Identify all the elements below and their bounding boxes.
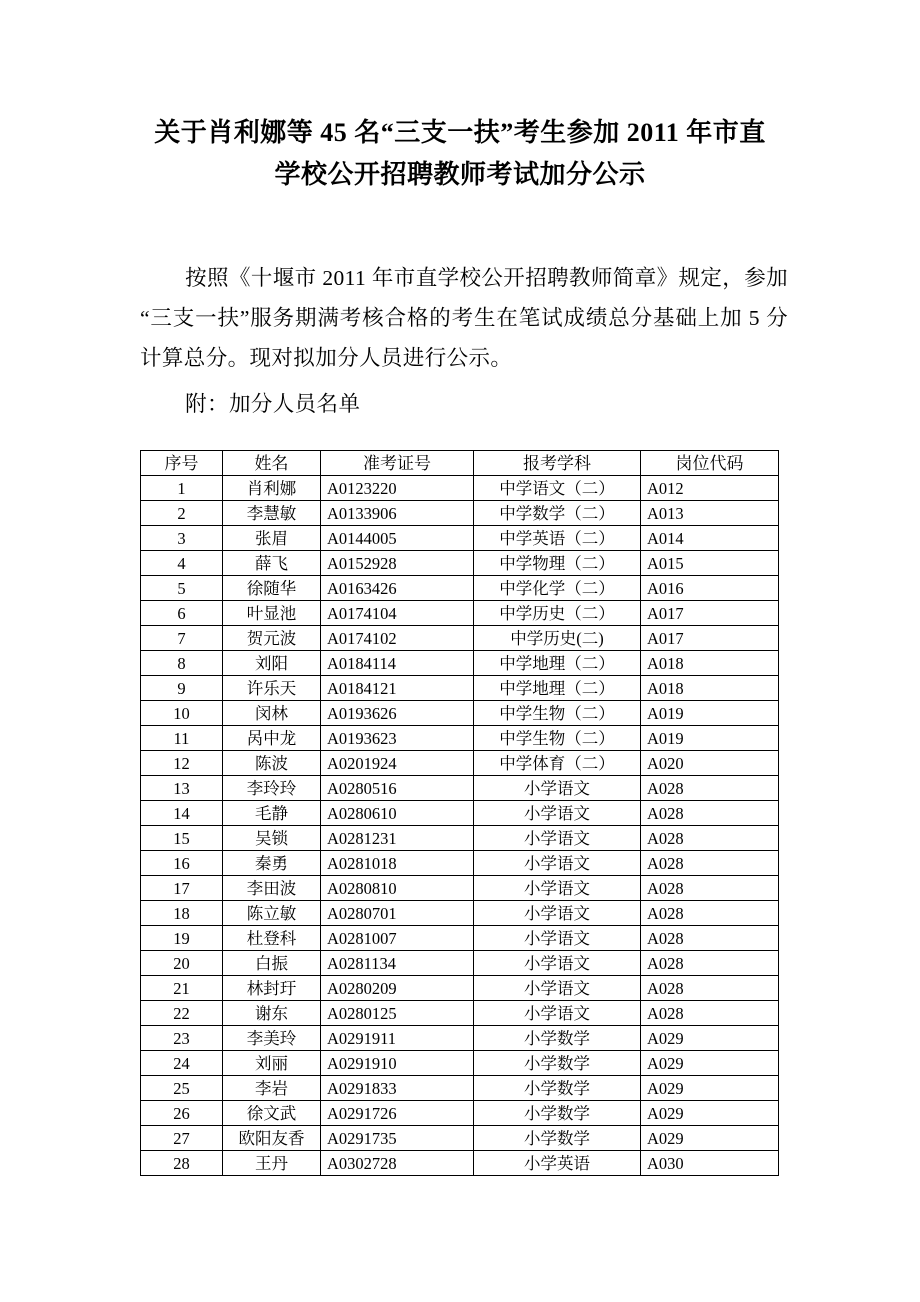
cell-admission-number: A0184121 <box>321 676 474 701</box>
cell-admission-number: A0302728 <box>321 1151 474 1176</box>
cell-subject: 中学生物（二） <box>474 701 641 726</box>
table-row <box>141 851 779 876</box>
cell-admission-number: A0291911 <box>321 1026 474 1051</box>
table-row <box>141 476 779 501</box>
table-row <box>141 576 779 601</box>
cell-post-code: A029 <box>641 1051 779 1076</box>
body-paragraph-1: 按照《十堰市 2011 年市直学校公开招聘教师简章》规定，参加“三支一扶”服务期满考核合格的考生在笔试成绩总分基础上加 5 分计算总分。现对拟加分人员进行公示。 <box>140 266 788 370</box>
cell-admission-number: A0193626 <box>321 701 474 726</box>
cell-admission-number: A0291833 <box>321 1076 474 1101</box>
cell-seq: 3 <box>141 526 223 551</box>
cell-seq: 22 <box>141 1001 223 1026</box>
cell-seq: 1 <box>141 476 223 501</box>
cell-admission-number: A0280701 <box>321 901 474 926</box>
cell-name: 闵林 <box>223 701 321 726</box>
cell-seq: 13 <box>141 776 223 801</box>
cell-post-code: A017 <box>641 601 779 626</box>
cell-seq: 4 <box>141 551 223 576</box>
cell-subject: 小学语文 <box>474 926 641 951</box>
cell-subject: 中学语文（二） <box>474 476 641 501</box>
table-row <box>141 776 779 801</box>
cell-name: 徐随华 <box>223 576 321 601</box>
table-row <box>141 1101 779 1126</box>
table-row <box>141 1151 779 1176</box>
column-header-post-code: 岗位代码 <box>641 451 779 476</box>
cell-seq: 12 <box>141 751 223 776</box>
cell-admission-number: A0152928 <box>321 551 474 576</box>
cell-admission-number: A0123220 <box>321 476 474 501</box>
column-header-admission-number: 准考证号 <box>321 451 474 476</box>
cell-name: 肖利娜 <box>223 476 321 501</box>
cell-admission-number: A0280125 <box>321 1001 474 1026</box>
cell-subject: 小学数学 <box>474 1126 641 1151</box>
cell-name: 林封玗 <box>223 976 321 1001</box>
cell-post-code: A018 <box>641 676 779 701</box>
cell-admission-number: A0280209 <box>321 976 474 1001</box>
cell-seq: 27 <box>141 1126 223 1151</box>
cell-post-code: A016 <box>641 576 779 601</box>
cell-seq: 16 <box>141 851 223 876</box>
cell-post-code: A028 <box>641 826 779 851</box>
cell-name: 欧阳友香 <box>223 1126 321 1151</box>
cell-post-code: A029 <box>641 1076 779 1101</box>
cell-subject: 小学语文 <box>474 851 641 876</box>
cell-admission-number: A0281018 <box>321 851 474 876</box>
cell-subject: 小学语文 <box>474 876 641 901</box>
cell-admission-number: A0281231 <box>321 826 474 851</box>
table-row <box>141 1076 779 1101</box>
cell-post-code: A030 <box>641 1151 779 1176</box>
cell-subject: 中学地理（二） <box>474 676 641 701</box>
cell-post-code: A012 <box>641 476 779 501</box>
cell-name: 李美玲 <box>223 1026 321 1051</box>
cell-name: 刘丽 <box>223 1051 321 1076</box>
cell-seq: 7 <box>141 626 223 651</box>
cell-seq: 15 <box>141 826 223 851</box>
cell-post-code: A018 <box>641 651 779 676</box>
cell-post-code: A020 <box>641 751 779 776</box>
table-row <box>141 1026 779 1051</box>
cell-post-code: A028 <box>641 976 779 1001</box>
cell-post-code: A028 <box>641 951 779 976</box>
cell-admission-number: A0291910 <box>321 1051 474 1076</box>
cell-seq: 25 <box>141 1076 223 1101</box>
cell-name: 刘阳 <box>223 651 321 676</box>
cell-seq: 5 <box>141 576 223 601</box>
cell-admission-number: A0201924 <box>321 751 474 776</box>
cell-post-code: A029 <box>641 1126 779 1151</box>
cell-seq: 6 <box>141 601 223 626</box>
cell-subject: 小学数学 <box>474 1051 641 1076</box>
roster-table-container <box>140 450 778 1176</box>
cell-name: 叶显池 <box>223 601 321 626</box>
cell-seq: 11 <box>141 726 223 751</box>
table-row <box>141 1126 779 1151</box>
cell-subject: 小学数学 <box>474 1101 641 1126</box>
cell-subject: 小学语文 <box>474 776 641 801</box>
cell-admission-number: A0280610 <box>321 801 474 826</box>
table-row <box>141 651 779 676</box>
column-header-seq: 序号 <box>141 451 223 476</box>
cell-admission-number: A0280516 <box>321 776 474 801</box>
cell-name: 杜登科 <box>223 926 321 951</box>
table-row <box>141 951 779 976</box>
cell-name: 秦勇 <box>223 851 321 876</box>
table-row <box>141 701 779 726</box>
cell-name: 张眉 <box>223 526 321 551</box>
table-header-row <box>141 451 779 476</box>
table-row <box>141 876 779 901</box>
table-row <box>141 901 779 926</box>
cell-seq: 14 <box>141 801 223 826</box>
cell-seq: 19 <box>141 926 223 951</box>
cell-subject: 小学语文 <box>474 801 641 826</box>
cell-name: 李玲玲 <box>223 776 321 801</box>
table-row <box>141 826 779 851</box>
cell-subject: 中学地理（二） <box>474 651 641 676</box>
cell-name: 王丹 <box>223 1151 321 1176</box>
page-title-line-1: 关于肖利娜等 45 名“三支一扶”考生参加 2011 年市直 <box>154 118 766 147</box>
cell-seq: 2 <box>141 501 223 526</box>
cell-post-code: A013 <box>641 501 779 526</box>
cell-post-code: A028 <box>641 776 779 801</box>
cell-post-code: A017 <box>641 626 779 651</box>
cell-admission-number: A0163426 <box>321 576 474 601</box>
table-row <box>141 551 779 576</box>
table-row <box>141 976 779 1001</box>
table-row <box>141 601 779 626</box>
table-row <box>141 1001 779 1026</box>
cell-subject: 小学数学 <box>474 1076 641 1101</box>
cell-name: 薛飞 <box>223 551 321 576</box>
cell-name: 呙中龙 <box>223 726 321 751</box>
cell-subject: 小学语文 <box>474 1001 641 1026</box>
cell-name: 毛静 <box>223 801 321 826</box>
table-row <box>141 526 779 551</box>
cell-seq: 17 <box>141 876 223 901</box>
roster-table <box>140 450 779 1176</box>
cell-name: 李慧敏 <box>223 501 321 526</box>
cell-post-code: A028 <box>641 926 779 951</box>
cell-post-code: A015 <box>641 551 779 576</box>
cell-subject: 小学语文 <box>474 826 641 851</box>
table-row <box>141 1051 779 1076</box>
cell-subject: 中学体育（二） <box>474 751 641 776</box>
cell-seq: 20 <box>141 951 223 976</box>
cell-seq: 9 <box>141 676 223 701</box>
attachment-label: 附：加分人员名单 <box>185 392 361 416</box>
cell-seq: 26 <box>141 1101 223 1126</box>
cell-seq: 10 <box>141 701 223 726</box>
cell-post-code: A028 <box>641 801 779 826</box>
cell-subject: 中学物理（二） <box>474 551 641 576</box>
cell-admission-number: A0291726 <box>321 1101 474 1126</box>
cell-seq: 28 <box>141 1151 223 1176</box>
cell-name: 白振 <box>223 951 321 976</box>
table-header <box>141 451 779 476</box>
cell-admission-number: A0144005 <box>321 526 474 551</box>
cell-post-code: A014 <box>641 526 779 551</box>
cell-subject: 中学生物（二） <box>474 726 641 751</box>
cell-subject: 中学历史(二) <box>474 626 641 651</box>
cell-name: 许乐天 <box>223 676 321 701</box>
cell-subject: 小学语文 <box>474 976 641 1001</box>
table-row <box>141 676 779 701</box>
table-row <box>141 926 779 951</box>
column-header-subject: 报考学科 <box>474 451 641 476</box>
cell-admission-number: A0133906 <box>321 501 474 526</box>
table-row <box>141 501 779 526</box>
cell-subject: 小学数学 <box>474 1026 641 1051</box>
cell-admission-number: A0184114 <box>321 651 474 676</box>
cell-admission-number: A0281134 <box>321 951 474 976</box>
cell-seq: 21 <box>141 976 223 1001</box>
cell-post-code: A028 <box>641 901 779 926</box>
cell-subject: 中学数学（二） <box>474 501 641 526</box>
table-body <box>141 476 779 1176</box>
cell-admission-number: A0281007 <box>321 926 474 951</box>
cell-post-code: A029 <box>641 1026 779 1051</box>
cell-admission-number: A0193623 <box>321 726 474 751</box>
cell-seq: 24 <box>141 1051 223 1076</box>
cell-seq: 18 <box>141 901 223 926</box>
cell-name: 李岩 <box>223 1076 321 1101</box>
cell-seq: 8 <box>141 651 223 676</box>
cell-name: 谢东 <box>223 1001 321 1026</box>
cell-subject: 中学历史（二） <box>474 601 641 626</box>
cell-admission-number: A0174102 <box>321 626 474 651</box>
table-row <box>141 751 779 776</box>
cell-subject: 小学语文 <box>474 951 641 976</box>
cell-subject: 小学语文 <box>474 901 641 926</box>
page-title <box>140 112 780 196</box>
table-row <box>141 801 779 826</box>
cell-name: 陈立敏 <box>223 901 321 926</box>
cell-post-code: A028 <box>641 876 779 901</box>
cell-post-code: A028 <box>641 851 779 876</box>
cell-post-code: A028 <box>641 1001 779 1026</box>
cell-post-code: A029 <box>641 1101 779 1126</box>
cell-name: 徐文武 <box>223 1101 321 1126</box>
cell-post-code: A019 <box>641 726 779 751</box>
table-row <box>141 726 779 751</box>
cell-subject: 中学英语（二） <box>474 526 641 551</box>
cell-name: 陈波 <box>223 751 321 776</box>
document-body <box>140 258 788 424</box>
cell-name: 贺元波 <box>223 626 321 651</box>
cell-admission-number: A0291735 <box>321 1126 474 1151</box>
table-row <box>141 626 779 651</box>
cell-seq: 23 <box>141 1026 223 1051</box>
cell-name: 李田波 <box>223 876 321 901</box>
cell-subject: 小学英语 <box>474 1151 641 1176</box>
cell-admission-number: A0174104 <box>321 601 474 626</box>
page-title-line-2: 学校公开招聘教师考试加分公示 <box>274 160 646 189</box>
cell-subject: 中学化学（二） <box>474 576 641 601</box>
column-header-name: 姓名 <box>223 451 321 476</box>
cell-post-code: A019 <box>641 701 779 726</box>
cell-admission-number: A0280810 <box>321 876 474 901</box>
cell-name: 吴锁 <box>223 826 321 851</box>
